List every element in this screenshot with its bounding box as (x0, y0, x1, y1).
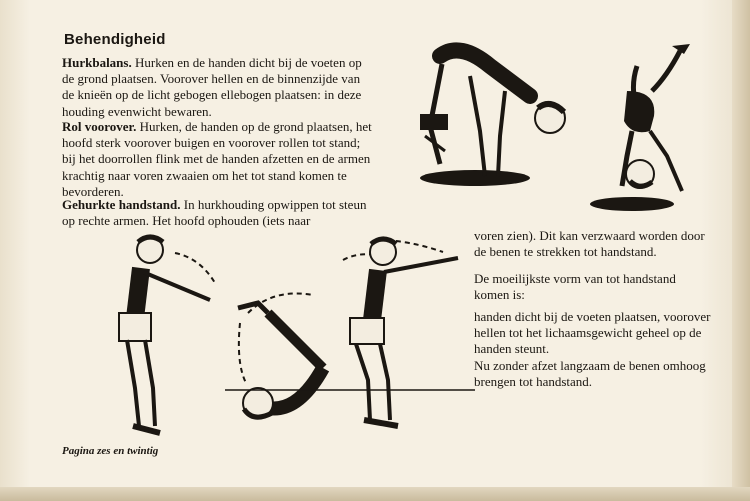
instructions-block (474, 309, 714, 390)
headstand-illustration (572, 36, 702, 216)
hardest-form-heading: De moeilijkste vorm van tot handstand komen is: (474, 271, 676, 303)
instruction-1: handen dicht bij de voeten plaatsen, voorover hellen tot het lichaamsgewicht geheel op de handen steunt. (474, 309, 711, 357)
text-gehurkte-handstand: In hurkhouding opwippen tot steun op rechte armen. Het hoofd ophouden (iets naar (62, 197, 367, 229)
page-caption: Pagina zes en twintig (62, 445, 159, 457)
text-hurkbalans: Hurken en de handen dicht bij de voeten op de grond plaatsen. Voorover hellen en de binnenzijde van de knieën op de licht gebogen ellebogen plaatsen: in deze houding evenwicht bewaren. (62, 55, 362, 119)
crow-balance-illustration (410, 36, 570, 191)
floor-line (225, 388, 475, 392)
instruction-2: Nu zonder afzet langzaam de benen omhoog brengen tot handstand. (474, 357, 706, 389)
term-rol-voorover: Rol voorover. (62, 119, 137, 134)
term-gehurkte-handstand: Gehurkte handstand. (62, 197, 181, 212)
section-title: Behendigheid (64, 31, 166, 48)
standing-figure-illustration (105, 228, 225, 443)
paragraph-gehurkte-handstand (62, 197, 374, 229)
page-edge-bottom (0, 487, 750, 501)
crouching-figure-illustration (338, 230, 468, 435)
text-rol-voorover: Hurken, de handen op de grond plaatsen, het hoofd sterk voorover buigen en voorover rollen tot stand; bij het doorrollen flink met de handen afzetten en de armen krachtig naar voren zwaaien om het tot stand komen te bevorderen. (62, 119, 372, 199)
continuation-text: voren zien). Dit kan verzwaard worden door de benen te strekken tot handstand. (474, 228, 705, 260)
paragraph-hurkbalans (62, 55, 374, 120)
page-edge-right (732, 0, 750, 501)
term-hurkbalans: Hurkbalans. (62, 55, 132, 70)
forward-roll-illustration (228, 283, 348, 433)
paragraph-rol-voorover (62, 119, 374, 200)
